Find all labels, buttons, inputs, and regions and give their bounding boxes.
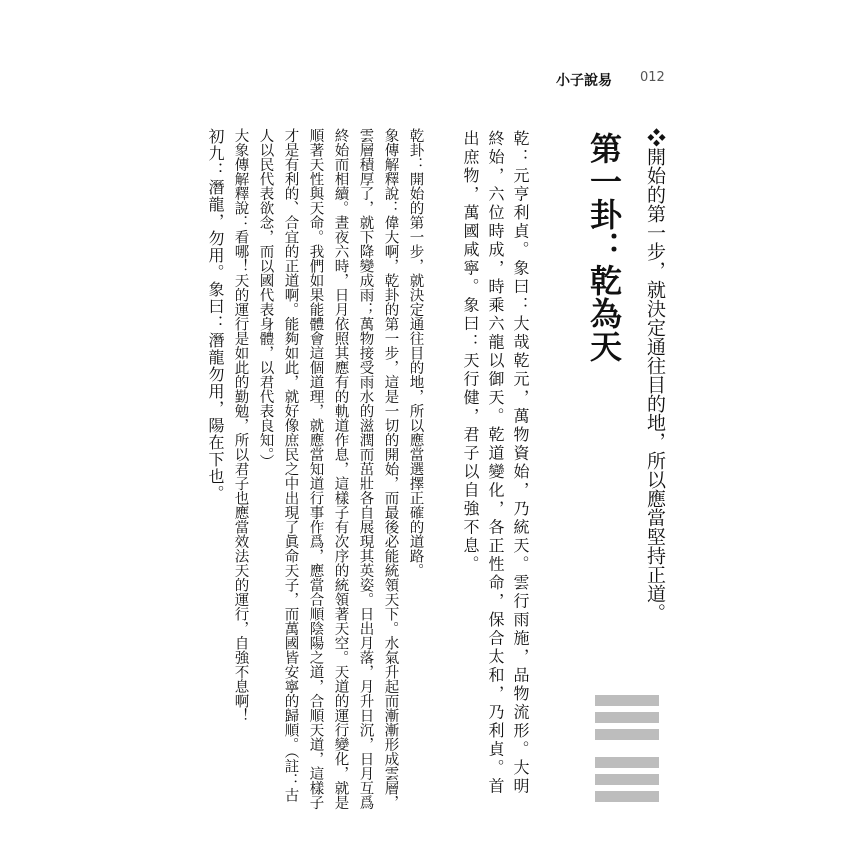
chapter-title: 第一卦：乾為天 bbox=[585, 132, 623, 363]
hexagram-line bbox=[595, 695, 659, 706]
hexagram-line bbox=[595, 791, 659, 802]
line-text-chu-jiu: 初九：潛龍，勿用。象曰：潛龍勿用，陽在下也。 bbox=[206, 128, 225, 502]
hexagram-line bbox=[595, 774, 659, 785]
commentary-line: 乾卦：開始的第一步，就決定通往目的地，所以應當選擇正確的道路。 bbox=[407, 128, 424, 578]
hexagram-line bbox=[595, 712, 659, 723]
commentary-line: 大象傳解釋說：看哪！天的運行是如此的勤勉，所以君子也應當效法天的運行，自強不息啊！ bbox=[232, 128, 249, 723]
commentary-line: 雲層積厚了，就下降變成雨；萬物接受雨水的滋潤而茁壯各自展現其英姿。日出月落，月升日沉，日月互爲 bbox=[357, 128, 374, 810]
classic-text-line: 出庶物，萬國咸寧。象曰：天行健，君子以自強不息。 bbox=[461, 130, 480, 574]
page-number: 012 bbox=[640, 70, 665, 85]
commentary-line: 才是有利的、合宜的正道啊。能夠如此，就好像庶民之中出現了眞命天子，而萬國皆安寧的歸順。（註：古 bbox=[282, 128, 299, 803]
commentary-line: 人以民代表欲念，而以國代表身體，以君代表良知。） bbox=[257, 128, 274, 469]
chapter-summary: ❖開始的第一步，就決定通往目的地，所以應當堅持正道。 bbox=[644, 128, 666, 622]
running-header-title: 小子說易 bbox=[556, 73, 612, 89]
classic-text-line: 終始，六位時成，時乘六龍以御天。乾道變化，各正性命，保合太和，乃利貞。首 bbox=[486, 130, 505, 796]
classic-text-line: 乾：元亨利貞。象曰：大哉乾元，萬物資始，乃統天。雲行雨施，品物流形。大明 bbox=[511, 130, 530, 796]
hexagram-line bbox=[595, 757, 659, 768]
hexagram-line bbox=[595, 729, 659, 740]
commentary-line: 象傳解釋說：偉大啊，乾卦的第一步，這是一切的開始，而最後必能統領天下。水氣升起而漸漸形成雲層， bbox=[382, 128, 399, 810]
commentary-line: 終始而相續。晝夜六時，日月依照其應有的軌道作息，這樣子有次序的統領著天空。天道的運行變化，就是 bbox=[332, 128, 349, 810]
commentary-line: 順著天性與天命。我們如果能體會這個道理，就應當知道行事作爲，應當合順陰陽之道，合順天道，這樣子 bbox=[307, 128, 324, 810]
